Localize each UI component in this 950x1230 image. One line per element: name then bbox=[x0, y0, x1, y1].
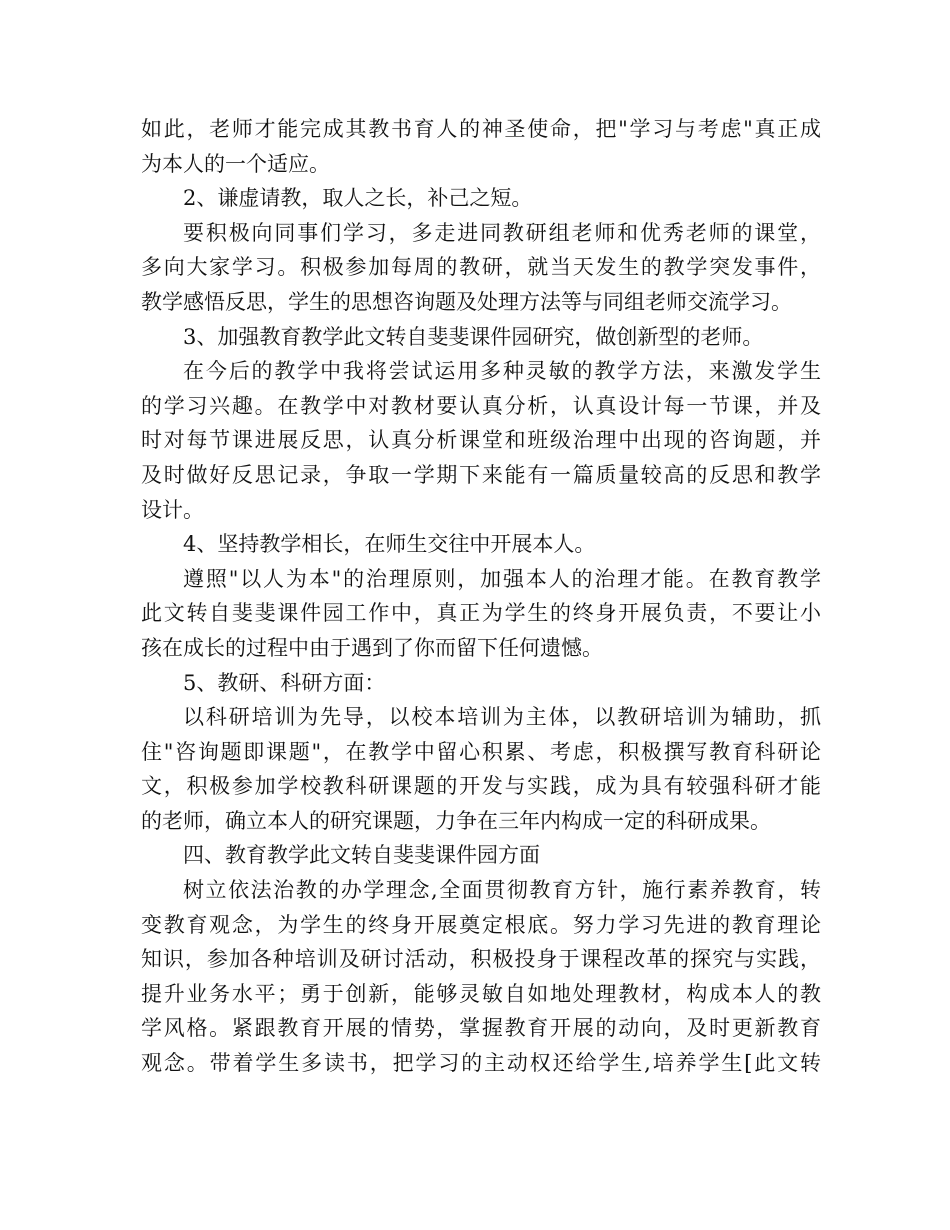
text-line: 在今后的教学中我将尝试运用多种灵敏的教学方法，来激发学生 bbox=[183, 359, 821, 384]
text-line: 四、教育教学此文转自斐斐课件园方面 bbox=[183, 843, 540, 868]
text-line: 时对每节课进展反思，认真分析课堂和班级治理中出现的咨询题，并 bbox=[141, 428, 821, 453]
text-line: 孩在成长的过程中由于遇到了你而留下任何遗憾。 bbox=[141, 635, 603, 660]
text-line: 住"咨询题即课题"，在教学中留心积累、考虑，积极撰写教育科研论 bbox=[141, 739, 821, 764]
text-line: 知识，参加各种培训及研讨活动，积极投身于课程改革的探究与实践， bbox=[141, 947, 821, 972]
text-line: 文，积极参加学校教科研课题的开发与实践，成为具有较强科研才能 bbox=[141, 774, 821, 799]
document-page bbox=[141, 112, 821, 1081]
text-line: 4、坚持教学相长，在师生交往中开展本人。 bbox=[183, 532, 596, 557]
text-line: 要积极向同事们学习，多走进同教研组老师和优秀老师的课堂， bbox=[183, 220, 821, 245]
text-line: 变教育观念，为学生的终身开展奠定根底。努力学习先进的教育理论 bbox=[141, 912, 821, 937]
text-line: 遵照"以人为本"的治理原则，加强本人的治理才能。在教育教学 bbox=[183, 566, 821, 591]
text-line: 多向大家学习。积极参加每周的教研，就当天发生的教学突发事件， bbox=[141, 255, 821, 280]
text-line: 5、教研、科研方面： bbox=[183, 670, 386, 695]
text-line: 的老师，确立本人的研究课题，力争在三年内构成一定的科研成果。 bbox=[141, 808, 771, 833]
text-line: 学风格。紧跟教育开展的情势，掌握教育开展的动向，及时更新教育 bbox=[141, 1016, 821, 1041]
text-line: 为本人的一个适应。 bbox=[141, 151, 330, 176]
text-line: 2、谦虚请教，取人之长，补己之短。 bbox=[183, 186, 533, 211]
text-line: 及时做好反思记录，争取一学期下来能有一篇质量较高的反思和教学 bbox=[141, 462, 821, 487]
text-line: 此文转自斐斐课件园工作中，真正为学生的终身开展负责，不要让小 bbox=[141, 601, 821, 626]
text-line: 树立依法治教的办学理念,全面贯彻教育方针，施行素养教育，转 bbox=[183, 878, 821, 903]
text-line: 以科研培训为先导，以校本培训为主体，以教研培训为辅助，抓 bbox=[183, 705, 821, 730]
text-line: 观念。带着学生多读书，把学习的主动权还给学生,培养学生[此文转 bbox=[141, 1051, 821, 1076]
text-line: 3、加强教育教学此文转自斐斐课件园研究，做创新型的老师。 bbox=[183, 324, 764, 349]
text-line: 设计。 bbox=[141, 497, 204, 522]
text-line: 的学习兴趣。在教学中对教材要认真分析，认真设计每一节课，并及 bbox=[141, 393, 821, 418]
text-line: 如此，老师才能完成其教书育人的神圣使命，把"学习与考虑"真正成 bbox=[141, 117, 821, 141]
text-line: 教学感悟反思，学生的思想咨询题及处理方法等与同组老师交流学习。 bbox=[141, 289, 792, 314]
text-line: 提升业务水平；勇于创新，能够灵敏自如地处理教材，构成本人的教 bbox=[141, 981, 821, 1006]
